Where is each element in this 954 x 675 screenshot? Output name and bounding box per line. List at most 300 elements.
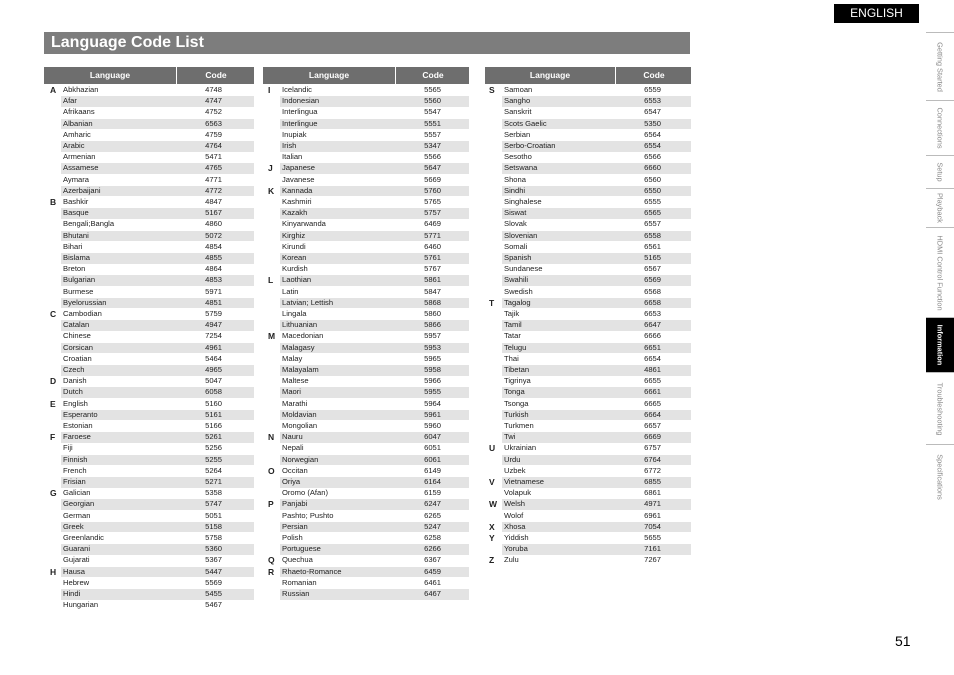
table-row [280, 365, 469, 376]
language-code: 4947 [205, 320, 222, 330]
table-row [61, 107, 254, 118]
language-name: Xhosa [504, 521, 526, 531]
section-letter: M [268, 331, 276, 342]
table-row [61, 331, 254, 342]
side-tab-setup[interactable] [926, 155, 954, 188]
table-row [61, 578, 254, 589]
table-row [280, 354, 469, 365]
language-name: Volapuk [504, 488, 532, 498]
language-code: 6665 [644, 398, 661, 408]
language-code: 5547 [424, 107, 441, 117]
table-row [502, 421, 691, 432]
language-name: Corsican [63, 342, 93, 352]
table-row [61, 387, 254, 398]
language-code: 6658 [644, 297, 661, 307]
table-row [502, 499, 691, 510]
language-name: Persian [282, 521, 308, 531]
language-code: 6258 [424, 533, 441, 542]
table-row [61, 96, 254, 107]
table-row [61, 499, 254, 510]
language-code: 6563 [205, 118, 222, 128]
language-name: Afrikaans [63, 107, 95, 117]
language-code: 6559 [644, 85, 661, 94]
language-name: Sanskrit [504, 107, 532, 117]
language-code: 5868 [424, 297, 441, 307]
section-letter: N [268, 432, 275, 443]
table-row [61, 208, 254, 219]
language-code: 6558 [644, 230, 661, 240]
language-code: 4765 [205, 163, 222, 173]
language-name: Kirghiz [282, 230, 306, 240]
language-name: Vietnamese [504, 477, 544, 486]
language-code: 5955 [424, 387, 441, 397]
table-row [280, 488, 469, 499]
language-code: 6566 [644, 152, 661, 162]
side-tab-troubleshooting[interactable] [926, 372, 954, 444]
language-name: Latvian; Lettish [282, 297, 334, 307]
language-name: Tibetan [504, 365, 530, 374]
table-row [280, 477, 469, 488]
language-column-header: Language [529, 70, 571, 80]
language-code: 5165 [644, 253, 661, 262]
language-name: Hungarian [63, 600, 99, 610]
language-name: Interlingue [282, 118, 318, 128]
language-name: Tagalog [504, 297, 531, 307]
language-code: 5256 [205, 443, 222, 453]
table-row [280, 578, 469, 589]
language-code: 5072 [205, 230, 222, 240]
language-name: Gujarati [63, 555, 90, 565]
language-name: Assamese [63, 163, 99, 173]
table-row [61, 600, 254, 611]
table-row [502, 219, 691, 230]
language-name: Wolof [504, 510, 524, 520]
language-code: 5264 [205, 465, 222, 475]
table-row [61, 298, 254, 309]
language-name: Bengali;Bangla [63, 219, 115, 229]
language-name: Bihari [63, 241, 83, 251]
language-code: 5471 [205, 152, 222, 162]
language-code: 5971 [205, 286, 222, 296]
language-name: Nepali [282, 443, 304, 453]
section-letter: J [268, 163, 273, 174]
table-row [280, 443, 469, 454]
table-row [61, 175, 254, 186]
language-name: Lingala [282, 309, 307, 318]
language-name: Bhutani [63, 230, 89, 240]
language-name: Finnish [63, 454, 88, 464]
language-name: Pashto; Pushto [282, 510, 334, 520]
language-name: Lithuanian [282, 320, 318, 330]
language-name: Byelorussian [63, 297, 107, 307]
section-letter: U [489, 443, 496, 454]
language-name: Panjabi [282, 499, 308, 509]
table-row [280, 96, 469, 107]
table-row [61, 320, 254, 331]
table-row [502, 443, 691, 454]
language-code: 5565 [424, 85, 441, 94]
language-code: 6058 [205, 387, 222, 397]
language-code: 5957 [424, 331, 441, 341]
language-name: Frisian [63, 477, 86, 486]
language-name: Maltese [282, 376, 309, 386]
language-name: Cambodian [63, 309, 102, 318]
table-row [280, 219, 469, 230]
language-code: 6164 [424, 477, 441, 486]
language-code: 5860 [424, 309, 441, 318]
table-row [502, 320, 691, 331]
language-code: 6661 [644, 387, 661, 397]
code-column-header: Code [395, 67, 470, 84]
table-row [61, 264, 254, 275]
language-code: 7054 [644, 521, 661, 531]
language-code: 5960 [424, 421, 441, 430]
language-code: 6554 [644, 141, 661, 150]
side-tab-specifications[interactable] [926, 444, 954, 508]
table-row [61, 152, 254, 163]
language-code: 6469 [424, 219, 441, 229]
table-row [61, 242, 254, 253]
language-code: 5965 [424, 353, 441, 363]
language-code: 5566 [424, 152, 441, 162]
language-code: 6567 [644, 264, 661, 274]
language-code: 4764 [205, 141, 222, 150]
table-row [61, 421, 254, 432]
language-code: 5358 [205, 488, 222, 498]
table-row [502, 298, 691, 309]
language-name: Romanian [282, 577, 317, 587]
language-code: 6664 [644, 409, 661, 419]
language-code: 6861 [644, 488, 661, 498]
language-code: 5051 [205, 510, 222, 520]
page-title: Language Code List [44, 32, 690, 54]
language-name: Abkhazian [63, 85, 99, 94]
language-code: 6855 [644, 477, 661, 486]
table-row [280, 421, 469, 432]
language-name: Amharic [63, 129, 91, 139]
language-code: 5669 [424, 174, 441, 184]
language-code: 6550 [644, 185, 661, 195]
section-letter: G [50, 488, 57, 499]
language-name: Hausa [63, 566, 85, 576]
table-row [61, 287, 254, 298]
table-row [502, 466, 691, 477]
language-code: 4759 [205, 129, 222, 139]
language-code: 5958 [424, 365, 441, 374]
language-code: 6460 [424, 241, 441, 251]
side-tab-playback[interactable] [926, 188, 954, 227]
language-name: Quechua [282, 555, 313, 565]
language-code: 5953 [424, 342, 441, 352]
language-name: Faroese [63, 432, 91, 442]
table-row [61, 455, 254, 466]
language-name: Danish [63, 376, 87, 386]
table-row [61, 589, 254, 600]
language-code: 6565 [644, 208, 661, 218]
table-row [280, 186, 469, 197]
language-code: 5158 [205, 521, 222, 531]
language-name: Setswana [504, 163, 538, 173]
language-code: 5759 [205, 309, 222, 318]
page-number: 51 [895, 633, 911, 649]
table-row [61, 432, 254, 443]
language-name: Aymara [63, 174, 90, 184]
language-code: 5160 [205, 398, 222, 408]
language-name: Thai [504, 353, 519, 363]
table-row [502, 152, 691, 163]
language-code: 5161 [205, 409, 222, 419]
language-name: Kannada [282, 185, 313, 195]
side-tab-hdmi-control-function[interactable] [926, 227, 954, 317]
language-code: 6467 [424, 589, 441, 598]
language-code: 4855 [205, 253, 222, 262]
language-name: Tamil [504, 320, 522, 330]
table-row [61, 410, 254, 421]
language-name: Javanese [282, 174, 315, 184]
table-header [44, 67, 254, 84]
table-row [502, 522, 691, 533]
language-code: 6561 [644, 241, 661, 251]
language-code: 5261 [205, 432, 222, 442]
table-row [61, 477, 254, 488]
section-letter: F [50, 432, 56, 443]
table-row [280, 432, 469, 443]
language-name: Telugu [504, 342, 527, 352]
language-code: 6557 [644, 219, 661, 229]
table-row [502, 533, 691, 544]
language-code: 5551 [424, 118, 441, 128]
language-column-header: Language [89, 70, 131, 80]
table-row [280, 85, 469, 96]
table-row [502, 96, 691, 107]
language-name: Albanian [63, 118, 93, 128]
language-name: Maori [282, 387, 301, 397]
table-row [502, 455, 691, 466]
table-row [502, 287, 691, 298]
table-row [280, 331, 469, 342]
language-code: 5367 [205, 555, 222, 565]
side-tab-label: Specifications [935, 453, 945, 500]
language-name: Swahili [504, 275, 529, 285]
language-name: Latin [282, 286, 299, 296]
language-name: Serbo-Croatian [504, 141, 556, 150]
language-name: Dutch [63, 387, 83, 397]
language-name: Portuguese [282, 544, 321, 554]
side-tab-label: Playback [935, 193, 945, 223]
language-name: Yoruba [504, 544, 528, 554]
language-code: 6764 [644, 454, 661, 464]
language-code: 6657 [644, 421, 661, 430]
language-code: 5347 [424, 141, 441, 150]
language-name: Malay [282, 353, 303, 363]
section-letter: B [50, 197, 57, 207]
language-name: Guarani [63, 544, 91, 554]
table-row [280, 309, 469, 320]
language-name: Azerbaijani [63, 185, 101, 195]
language-badge: ENGLISH [834, 4, 919, 23]
language-name: Moldavian [282, 409, 317, 419]
section-letter: Q [268, 555, 275, 566]
language-name: Armenian [63, 152, 96, 162]
code-column-header: Code [615, 67, 692, 84]
table-row [502, 107, 691, 118]
language-name: Hindi [63, 589, 81, 598]
language-code: 7267 [644, 555, 661, 565]
side-tab-label: Getting Started [935, 41, 945, 92]
language-name: Rhaeto-Romance [282, 566, 342, 576]
language-name: Polish [282, 533, 303, 542]
table-row [61, 85, 254, 96]
table-row [280, 555, 469, 566]
language-code: 6666 [644, 331, 661, 341]
language-name: Greek [63, 521, 84, 531]
language-code: 5771 [424, 230, 441, 240]
language-name: Italian [282, 152, 303, 162]
table-row [502, 264, 691, 275]
language-name: Zulu [504, 555, 519, 565]
table-row [502, 130, 691, 141]
table-row [502, 477, 691, 488]
code-column-header: Code [176, 67, 255, 84]
language-code: 5758 [205, 533, 222, 542]
language-code: 5560 [424, 96, 441, 106]
table-row [502, 343, 691, 354]
table-row [502, 242, 691, 253]
language-name: Kashmiri [282, 197, 312, 206]
language-code: 4748 [205, 85, 222, 94]
side-tab-label: Setup [935, 162, 945, 182]
language-code: 5047 [205, 376, 222, 386]
language-name: Tsonga [504, 398, 529, 408]
table-row [61, 511, 254, 522]
language-code: 5166 [205, 421, 222, 430]
table-row [502, 511, 691, 522]
language-code: 6653 [644, 309, 661, 318]
language-code: 5964 [424, 398, 441, 408]
side-tab-connections[interactable] [926, 100, 954, 155]
side-tab-information[interactable] [926, 317, 954, 372]
table-row [280, 410, 469, 421]
section-letter: D [50, 376, 57, 387]
language-code: 6547 [644, 107, 661, 117]
table-row [502, 141, 691, 152]
language-name: Spanish [504, 253, 532, 262]
table-row [61, 376, 254, 387]
language-code: 4854 [205, 241, 222, 251]
table-row [502, 555, 691, 566]
table-row [502, 410, 691, 421]
table-row [280, 119, 469, 130]
language-code: 4847 [205, 197, 222, 206]
section-letter: P [268, 499, 274, 510]
language-name: Greenlandic [63, 533, 104, 542]
table-row [61, 522, 254, 533]
language-code: 6961 [644, 510, 661, 520]
table-row [502, 354, 691, 365]
language-name: Tigrinya [504, 376, 531, 386]
language-code: 6560 [644, 174, 661, 184]
language-name: Mongolian [282, 421, 318, 430]
language-name: Kurdish [282, 264, 308, 274]
table-row [280, 522, 469, 533]
table-row [280, 175, 469, 186]
table-row [61, 466, 254, 477]
language-name: Hebrew [63, 577, 90, 587]
language-code: 5861 [424, 275, 441, 285]
table-row [61, 141, 254, 152]
language-name: Japanese [282, 163, 315, 173]
language-code: 7254 [205, 331, 222, 341]
table-row [502, 387, 691, 398]
language-name: Tonga [504, 387, 525, 397]
table-row [61, 309, 254, 320]
language-name: Korean [282, 253, 307, 262]
language-code: 6555 [644, 197, 661, 206]
table-row [502, 432, 691, 443]
section-letter: S [489, 85, 495, 95]
table-row [502, 399, 691, 410]
language-name: Yiddish [504, 533, 529, 542]
language-code: 6669 [644, 432, 661, 442]
language-code: 5467 [205, 600, 222, 610]
table-row [280, 287, 469, 298]
language-code: 5647 [424, 163, 441, 173]
table-row [502, 275, 691, 286]
section-letter: E [50, 398, 56, 409]
language-name: Kinyarwanda [282, 219, 326, 229]
language-code: 6655 [644, 376, 661, 386]
section-letter: X [489, 521, 495, 532]
table-row [280, 511, 469, 522]
language-name: Russian [282, 589, 310, 598]
language-name: Irish [282, 141, 297, 150]
language-name: Bashkir [63, 197, 89, 206]
language-code: 5167 [205, 208, 222, 218]
language-name: Catalan [63, 320, 90, 330]
language-name: Samoan [504, 85, 533, 94]
language-code: 5765 [424, 197, 441, 206]
language-code: 5760 [424, 185, 441, 195]
side-tab-getting-started[interactable] [926, 32, 954, 100]
language-code: 4752 [205, 107, 222, 117]
side-tab-label: HDMI Control Function [935, 234, 945, 311]
language-code: 5866 [424, 320, 441, 330]
table-row [61, 533, 254, 544]
language-name: Estonian [63, 421, 93, 430]
language-name: Slovenian [504, 230, 538, 240]
language-name: Malagasy [282, 342, 315, 352]
language-name: Kirundi [282, 241, 306, 251]
table-row [61, 119, 254, 130]
language-code: 6266 [424, 544, 441, 554]
language-name: Chinese [63, 331, 91, 341]
language-code: 5360 [205, 544, 222, 554]
language-name: Croatian [63, 353, 92, 363]
table-row [280, 343, 469, 354]
language-code: 4965 [205, 365, 222, 374]
table-row [61, 219, 254, 230]
table-row [280, 499, 469, 510]
table-row [502, 208, 691, 219]
table-row [61, 354, 254, 365]
language-name: Indonesian [282, 96, 320, 106]
language-name: Scots Gaelic [504, 118, 547, 128]
table-row [502, 175, 691, 186]
table-row [502, 309, 691, 320]
language-code: 6047 [424, 432, 441, 442]
language-name: Galician [63, 488, 91, 498]
table-row [61, 555, 254, 566]
